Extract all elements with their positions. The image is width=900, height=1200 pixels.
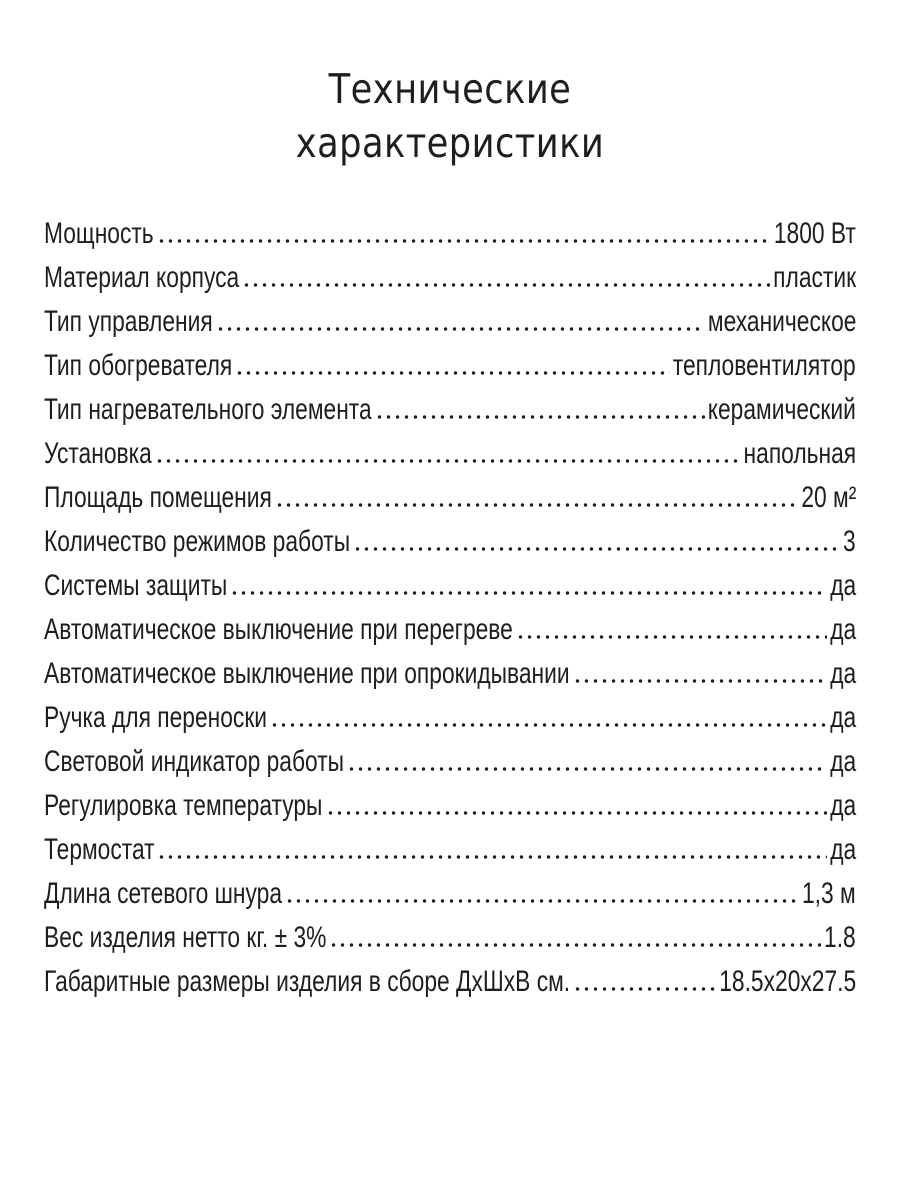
spec-label: Мощность (44, 217, 154, 250)
spec-row-power (44, 212, 856, 256)
spec-label: Ручка для переноски (44, 701, 268, 734)
dot-leader (516, 635, 827, 639)
dot-leader (157, 239, 771, 243)
dot-leader (270, 723, 827, 727)
dot-leader (573, 679, 827, 683)
spec-label: Регулировка температуры (44, 789, 323, 822)
spec-label: Автоматическое выключение при опрокидывании (44, 657, 570, 690)
title-line-2: характеристики (295, 119, 605, 167)
spec-row-overheat-shutoff (44, 608, 856, 652)
spec-value: да (830, 701, 856, 734)
spec-value: 3 (843, 525, 856, 558)
spec-value: 1.8 (824, 921, 856, 954)
spec-label: Установка (44, 437, 152, 470)
spec-row-heating-element (44, 388, 856, 432)
spec-value: тепловентилятор (673, 349, 856, 382)
dot-leader (347, 767, 827, 771)
spec-value: 18.5x20x27.5 (719, 965, 856, 998)
spec-label: Световой индикатор работы (44, 745, 345, 778)
spec-label: Вес изделия нетто кг. ± 3% (44, 921, 327, 954)
spec-value: да (830, 657, 856, 690)
dot-leader (285, 899, 799, 903)
dot-leader (242, 283, 770, 287)
spec-value: да (830, 569, 856, 602)
dot-leader (157, 855, 826, 859)
spec-label: Тип обогревателя (44, 349, 233, 382)
spec-row-control-type (44, 300, 856, 344)
dot-leader (275, 503, 798, 507)
spec-row-tip-over-shutoff (44, 652, 856, 696)
spec-row-room-area (44, 476, 856, 520)
spec-row-indicator-light (44, 740, 856, 784)
spec-label: Тип нагревательного элемента (44, 393, 372, 426)
spec-label: Тип управления (44, 305, 213, 338)
spec-value: напольная (743, 437, 856, 470)
spec-label: Материал корпуса (44, 261, 240, 294)
spec-value: пластик (773, 261, 856, 294)
spec-label: Количество режимов работы (44, 525, 351, 558)
spec-row-modes-count (44, 520, 856, 564)
spec-value: да (830, 833, 856, 866)
dot-leader (216, 327, 705, 331)
title-line-1: Технические (328, 65, 572, 113)
dot-leader (353, 547, 840, 551)
spec-row-carry-handle (44, 696, 856, 740)
spec-row-net-weight (44, 916, 856, 960)
spec-label: Автоматическое выключение при перегреве (44, 613, 513, 646)
dot-leader (375, 415, 705, 419)
spec-label: Длина сетевого шнура (44, 877, 283, 910)
spec-row-temperature-control (44, 784, 856, 828)
spec-value: 1,3 м (802, 877, 856, 910)
spec-row-body-material (44, 256, 856, 300)
dot-leader (573, 987, 716, 991)
spec-label: Системы защиты (44, 569, 228, 602)
spec-row-thermostat (44, 828, 856, 872)
spec-value: механическое (707, 305, 856, 338)
spec-label: Площадь помещения (44, 481, 272, 514)
spec-label: Габаритные размеры изделия в сборе ДхШхВ см. (44, 965, 571, 998)
dot-leader (329, 943, 821, 947)
spec-value: 1800 Вт (774, 217, 856, 250)
spec-row-heater-type (44, 344, 856, 388)
spec-value: керамический (707, 393, 856, 426)
dot-leader (155, 459, 741, 463)
dot-leader (230, 591, 827, 595)
dot-leader (235, 371, 670, 375)
spec-row-protection-systems (44, 564, 856, 608)
spec-label: Термостат (44, 833, 155, 866)
spec-value: да (830, 789, 856, 822)
dot-leader (326, 811, 827, 815)
spec-list (44, 212, 856, 1004)
spec-value: да (830, 613, 856, 646)
spec-row-dimensions (44, 960, 856, 1004)
spec-value: 20 м² (801, 481, 856, 514)
spec-row-cord-length (44, 872, 856, 916)
spec-row-installation (44, 432, 856, 476)
page-title (63, 62, 837, 170)
spec-value: да (830, 745, 856, 778)
